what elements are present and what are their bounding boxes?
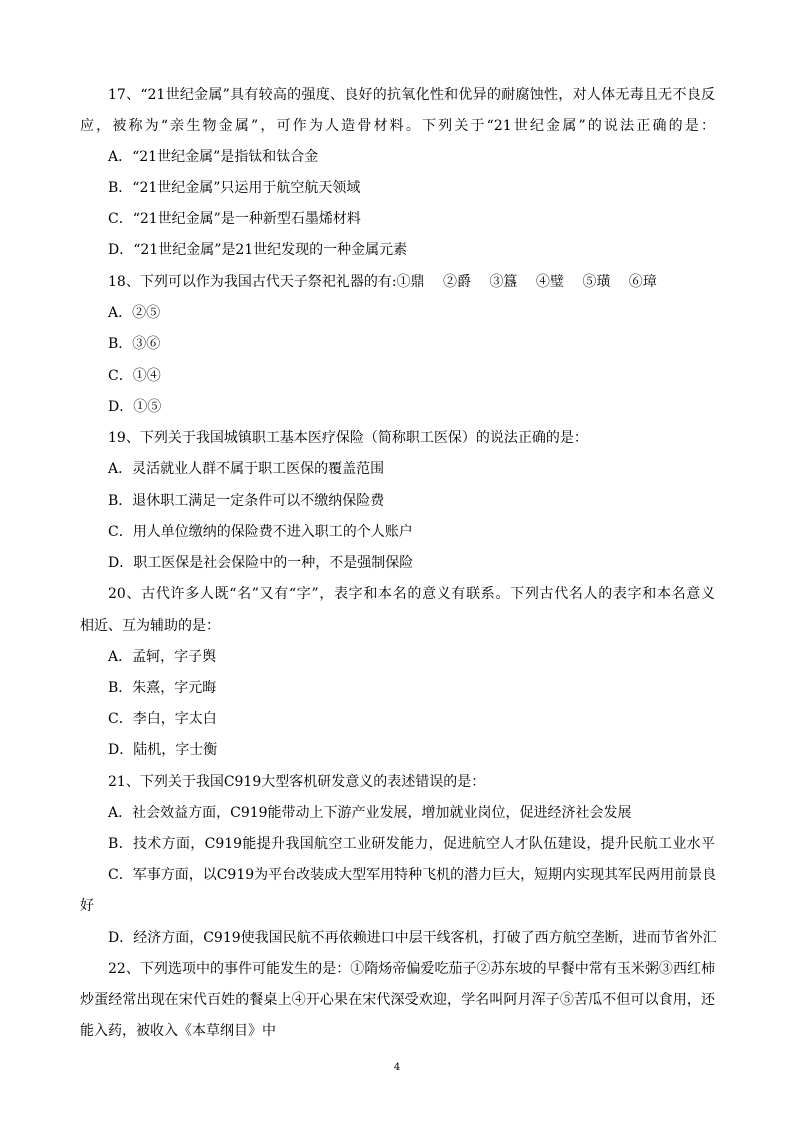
- text-line: 炒蛋经常出现在宋代百姓的餐桌上④开心果在宋代深受欢迎，学名叫阿月浑子⑤苦瓜不但可以食用，还: [80, 992, 715, 1008]
- page-number: 4: [393, 1062, 401, 1073]
- text-line: D．职工医保是社会保险中的一种，不是强制保险: [108, 555, 414, 571]
- text-line: 能入药，被收入《本草纲目》中: [80, 1023, 276, 1039]
- text-line: C．用人单位缴纳的保险费不进入职工的个人账户: [108, 524, 413, 540]
- text-line: 好: [80, 898, 94, 914]
- text-line: 17、“21世纪金属”具有较高的强度、良好的抗氧化性和优异的耐腐蚀性，对人体无毒且无不良反: [108, 87, 715, 103]
- text-line: B．“21世纪金属”只运用于航空航天领域: [108, 180, 361, 196]
- text-line: C．李白，字太白: [108, 711, 217, 727]
- text-line: 应，被称为“亲生物金属”，可作为人造骨材料。下列关于“21世纪金属”的说法正确的是：: [80, 118, 715, 134]
- text-line: 19、下列关于我国城镇职工基本医疗保险（简称职工医保）的说法正确的是：: [108, 430, 588, 446]
- text-line: 18、下列可以作为我国古代天子祭祀礼器的有:①鼎 ②爵 ③簋 ④璧 ⑤璜 ⑥璋: [108, 274, 657, 290]
- text-line: C．军事方面，以C919为平台改装成大型军用特种飞机的潜力巨大，短期内实现其军民两用前景良: [108, 867, 717, 883]
- text-line: 22、下列选项中的事件可能发生的是：①隋炀帝偏爱吃茄子②苏东坡的早餐中常有玉米粥③西红柿: [108, 961, 715, 977]
- text-line: C．“21世纪金属”是一种新型石墨烯材料: [108, 211, 361, 227]
- text-line: B．③⑥: [108, 336, 161, 352]
- text-line: 相近、互为辅助的是：: [80, 618, 220, 634]
- text-line: D．“21世纪金属”是21世纪发现的一种金属元素: [108, 242, 408, 258]
- text-line: A．“21世纪金属”是指钛和钛合金: [108, 149, 319, 165]
- text-line: D．①⑤: [108, 399, 162, 415]
- text-line: A．②⑤: [108, 305, 161, 321]
- text-line: B．退休职工满足一定条件可以不缴纳保险费: [108, 493, 385, 509]
- text-line: B．朱熹，字元晦: [108, 680, 217, 696]
- text-line: 20、古代许多人既“名”又有“字”，表字和本名的意义有联系。下列古代名人的表字和本名意义: [108, 586, 715, 602]
- text-line: C．①④: [108, 368, 161, 384]
- text-line: A．灵活就业人群不属于职工医保的覆盖范围: [108, 461, 385, 477]
- text-line: A．社会效益方面，C919能带动上下游产业发展，增加就业岗位，促进经济社会发展: [108, 805, 632, 821]
- text-line: D．陆机，字士衡: [108, 742, 218, 758]
- text-line: D．经济方面，C919使我国民航不再依赖进口中层干线客机，打破了西方航空垄断，进而节省外汇: [108, 930, 717, 946]
- text-line: A．孟轲，字子舆: [108, 649, 217, 665]
- text-line: B．技术方面，C919能提升我国航空工业研发能力，促进航空人才队伍建设，提升民航工业水平: [108, 836, 715, 852]
- text-line: 21、下列关于我国C919大型客机研发意义的表述错误的是：: [108, 774, 486, 790]
